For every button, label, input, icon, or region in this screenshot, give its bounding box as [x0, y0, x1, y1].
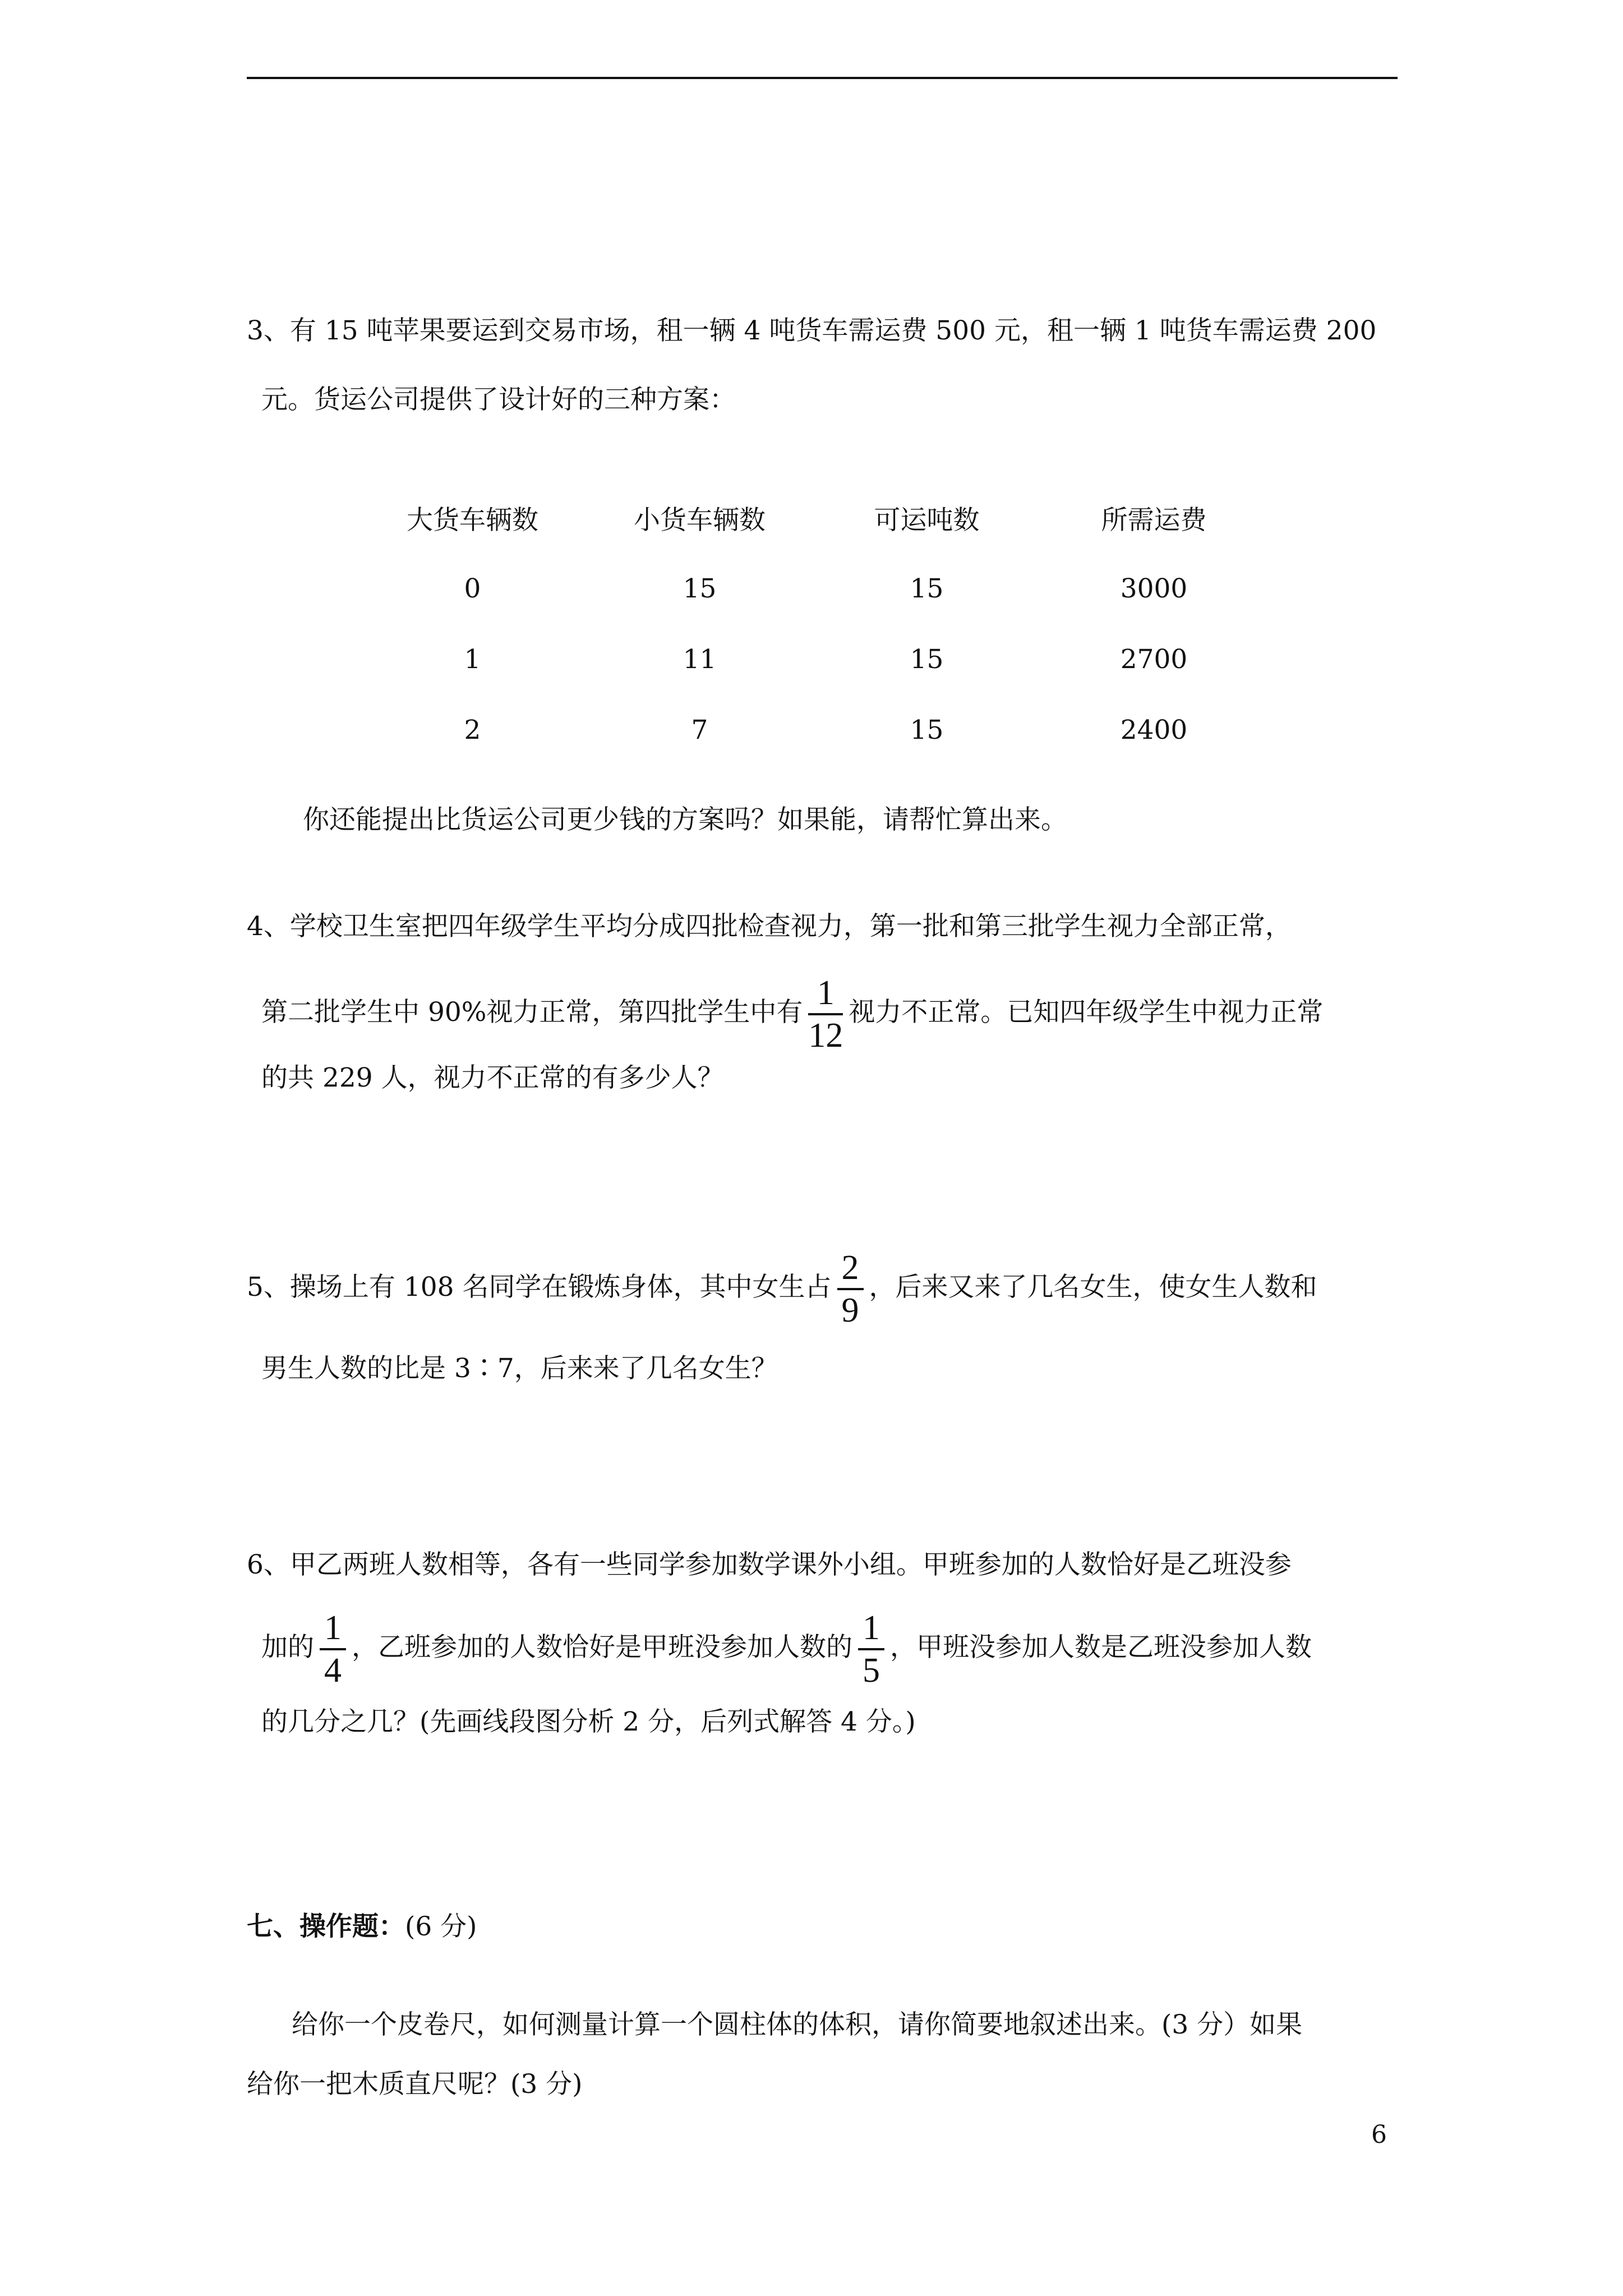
q6-line-2-text-c: ，甲班没参加人数是乙班没参加人数 — [890, 1632, 1312, 1663]
freight-plan-table — [359, 482, 1267, 765]
q5-line-2: 男生人数的比是 3∶7，后来来了几名女生？ — [261, 1353, 778, 1384]
table-row — [359, 694, 1267, 765]
table-row — [359, 624, 1267, 694]
table-cell: 15 — [910, 714, 944, 746]
q4-line-2-text-b: 视力不正常。已知四年级学生中视力正常 — [849, 997, 1324, 1028]
section-7-line-2: 给你一把木质直尺呢？(3 分) — [247, 2069, 583, 2100]
page-number: 6 — [1371, 2120, 1387, 2149]
table-cell: 15 — [910, 573, 944, 604]
q4-line-2 — [261, 970, 1323, 1055]
q4-line-3: 的共 229 人，视力不正常的有多少人？ — [261, 1062, 724, 1093]
fraction-denominator: 12 — [808, 1016, 843, 1055]
table-cell: 11 — [683, 643, 717, 675]
q6-line-2-text-b: ，乙班参加的人数恰好是甲班没参加人数的 — [352, 1632, 852, 1663]
table-header-cell: 所需运费 — [1101, 504, 1207, 536]
fraction-2-9 — [837, 1250, 864, 1328]
table-cell: 15 — [910, 643, 944, 675]
q6-line-3: 的几分之几？(先画线段图分析 2 分，后列式解答 4 分。) — [261, 1706, 916, 1737]
table-row — [359, 553, 1267, 624]
fraction-1-12 — [808, 975, 843, 1053]
section-7-title: 七、操作题： — [247, 1911, 405, 1942]
fraction-denominator: 4 — [324, 1651, 342, 1690]
q5-line-1-text-a: 5、操场上有 108 名同学在锻炼身体，其中女生占 — [247, 1272, 832, 1303]
q3-question: 你还能提出比货运公司更少钱的方案吗？如果能，请帮忙算出来。 — [303, 804, 1067, 835]
fraction-numerator: 2 — [837, 1250, 864, 1290]
table-header-cell: 可运吨数 — [874, 504, 980, 536]
table-cell: 7 — [691, 714, 708, 746]
table-cell: 2 — [464, 714, 481, 746]
header-rule — [247, 77, 1398, 79]
q3-line-1: 3、有 15 吨苹果要运到交易市场，租一辆 4 吨货车需运费 500 元，租一辆 1 吨货车需运费 200 — [247, 315, 1377, 346]
q5-line-1-text-b: ，后来又来了几名女生，使女生人数和 — [869, 1272, 1317, 1303]
table-cell: 2700 — [1120, 643, 1188, 675]
table-cell: 3000 — [1120, 573, 1188, 604]
table-cell: 0 — [464, 573, 481, 604]
fraction-denominator: 9 — [841, 1291, 859, 1329]
table-header-row — [359, 482, 1267, 553]
fraction-1-4 — [320, 1610, 346, 1688]
table-cell: 1 — [464, 643, 481, 675]
q4-line-1: 4、学校卫生室把四年级学生平均分成四批检查视力，第一批和第三批学生视力全部正常， — [247, 911, 1292, 942]
q3-line-2: 元。货运公司提供了设计好的三种方案： — [261, 384, 736, 415]
section-7-line-1: 给你一个皮卷尺，如何测量计算一个圆柱体的体积，请你简要地叙述出来。(3 分）如果 — [292, 2009, 1303, 2040]
q5-line-1 — [247, 1245, 1317, 1329]
fraction-numerator: 1 — [808, 975, 843, 1015]
table-cell: 2400 — [1120, 714, 1188, 746]
table-cell: 15 — [683, 573, 717, 604]
q6-line-1: 6、甲乙两班人数相等，各有一些同学参加数学课外小组。甲班参加的人数恰好是乙班没参 — [247, 1549, 1292, 1580]
fraction-numerator: 1 — [320, 1610, 346, 1650]
q6-line-2 — [261, 1605, 1312, 1690]
q4-line-2-text-a: 第二批学生中 90%视力正常，第四批学生中有 — [261, 997, 803, 1028]
fraction-numerator: 1 — [858, 1610, 884, 1650]
fraction-denominator: 5 — [863, 1651, 880, 1690]
q6-line-2-text-a: 加的 — [261, 1632, 314, 1663]
fraction-1-5 — [858, 1610, 884, 1688]
table-header-cell: 大货车辆数 — [407, 504, 538, 536]
table-header-cell: 小货车辆数 — [634, 504, 766, 536]
section-7-score: (6 分) — [405, 1911, 477, 1942]
section-7-heading — [247, 1910, 477, 1944]
